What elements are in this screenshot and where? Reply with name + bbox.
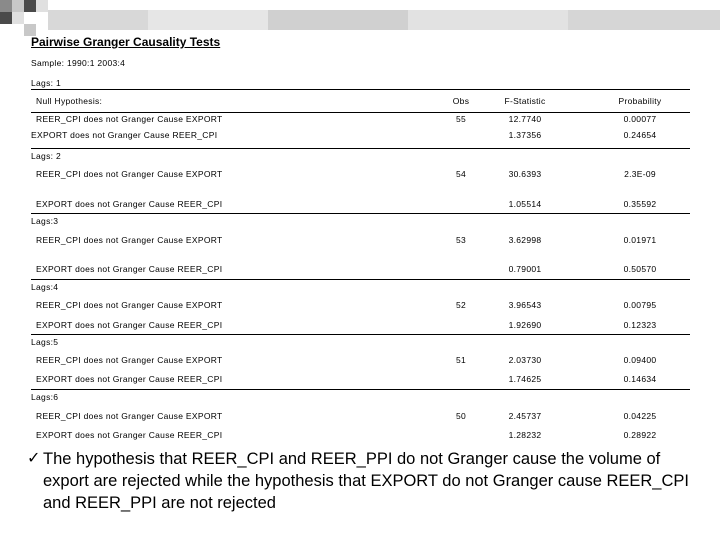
hypothesis-cell: EXPORT does not Granger Cause REER_CPI — [36, 430, 223, 440]
prob-cell: 0.50570 — [623, 264, 657, 274]
obs-cell: 50 — [455, 411, 467, 421]
prob-cell: 2.3E-09 — [624, 169, 656, 179]
deco-square — [0, 0, 12, 12]
table-row — [0, 300, 720, 314]
table-row — [0, 355, 720, 369]
divider — [31, 213, 690, 214]
fstat-cell: 12.7740 — [508, 114, 542, 124]
deco-square — [24, 0, 36, 12]
fstat-cell: 1.05514 — [508, 199, 542, 209]
table-row — [0, 199, 720, 213]
table-row — [0, 130, 720, 144]
fstat-cell: 2.45737 — [508, 411, 542, 421]
prob-cell: 0.04225 — [623, 411, 657, 421]
prob-cell: 0.24654 — [623, 130, 657, 140]
fstat-cell: 1.28232 — [508, 430, 542, 440]
lag-label: Lags:4 — [31, 282, 59, 292]
table-row — [0, 114, 720, 128]
conclusion-text: The hypothesis that REER_CPI and REER_PPI do not Granger cause the volume of export are rejected while the hypothesis that EXPORT do not Granger cause REER_CPI and REER_PPI are not rejected — [43, 450, 689, 512]
hypothesis-cell: EXPORT does not Granger Cause REER_CPI — [36, 374, 223, 384]
deco-square — [12, 12, 24, 24]
lag-label: Lags:3 — [31, 216, 59, 226]
header-null-hypothesis: Null Hypothesis: — [36, 96, 103, 106]
sample-label: Sample: 1990:1 2003:4 — [31, 58, 126, 68]
prob-cell: 0.09400 — [623, 355, 657, 365]
table-row — [0, 411, 720, 425]
table-row — [0, 430, 720, 444]
prob-cell: 0.28922 — [623, 430, 657, 440]
hypothesis-cell: EXPORT does not Granger Cause REER_CPI — [36, 264, 223, 274]
fstat-cell: 1.74625 — [508, 374, 542, 384]
lag-label: Lags:6 — [31, 392, 59, 402]
table-row — [0, 169, 720, 183]
checkmark-icon: ✓ — [27, 450, 41, 467]
lag-label: Lags:5 — [31, 337, 59, 347]
table-row — [0, 235, 720, 249]
hypothesis-cell: EXPORT does not Granger Cause REER_CPI — [31, 130, 218, 140]
hypothesis-cell: REER_CPI does not Granger Cause EXPORT — [36, 114, 223, 124]
deco-square — [12, 0, 24, 12]
fstat-cell: 1.92690 — [508, 320, 542, 330]
fstat-cell: 3.96543 — [508, 300, 542, 310]
deco-square — [36, 0, 48, 12]
decorative-squares — [0, 0, 28, 50]
hypothesis-cell: EXPORT does not Granger Cause REER_CPI — [36, 320, 223, 330]
header-obs: Obs — [452, 96, 470, 106]
page-title: Pairwise Granger Causality Tests — [31, 35, 221, 49]
divider — [31, 148, 690, 149]
prob-cell: 0.00795 — [623, 300, 657, 310]
prob-cell: 0.12323 — [623, 320, 657, 330]
header-probability: Probability — [618, 96, 662, 106]
fstat-cell: 2.03730 — [508, 355, 542, 365]
header-fstat: F-Statistic — [504, 96, 546, 106]
decorative-top-bar — [48, 10, 720, 30]
table-row — [0, 320, 720, 334]
obs-cell: 51 — [455, 355, 467, 365]
prob-cell: 0.35592 — [623, 199, 657, 209]
obs-cell: 52 — [455, 300, 467, 310]
divider — [31, 279, 690, 280]
fstat-cell: 1.37356 — [508, 130, 542, 140]
deco-square — [0, 12, 12, 24]
lag-label: Lags: 1 — [31, 78, 61, 88]
fstat-cell: 30.6393 — [508, 169, 542, 179]
hypothesis-cell: EXPORT does not Granger Cause REER_CPI — [36, 199, 223, 209]
hypothesis-cell: REER_CPI does not Granger Cause EXPORT — [36, 411, 223, 421]
obs-cell: 53 — [455, 235, 467, 245]
hypothesis-cell: REER_CPI does not Granger Cause EXPORT — [36, 235, 223, 245]
obs-cell: 55 — [455, 114, 467, 124]
lag-label: Lags: 2 — [31, 151, 61, 161]
hypothesis-cell: REER_CPI does not Granger Cause EXPORT — [36, 169, 223, 179]
prob-cell: 0.01971 — [623, 235, 657, 245]
table-header — [0, 96, 720, 110]
table-row — [0, 264, 720, 278]
hypothesis-cell: REER_CPI does not Granger Cause EXPORT — [36, 355, 223, 365]
obs-cell: 54 — [455, 169, 467, 179]
fstat-cell: 3.62998 — [508, 235, 542, 245]
divider — [31, 334, 690, 335]
prob-cell: 0.00077 — [623, 114, 657, 124]
divider — [31, 389, 690, 390]
prob-cell: 0.14634 — [623, 374, 657, 384]
table-row — [0, 374, 720, 388]
fstat-cell: 0.79001 — [508, 264, 542, 274]
hypothesis-cell: REER_CPI does not Granger Cause EXPORT — [36, 300, 223, 310]
